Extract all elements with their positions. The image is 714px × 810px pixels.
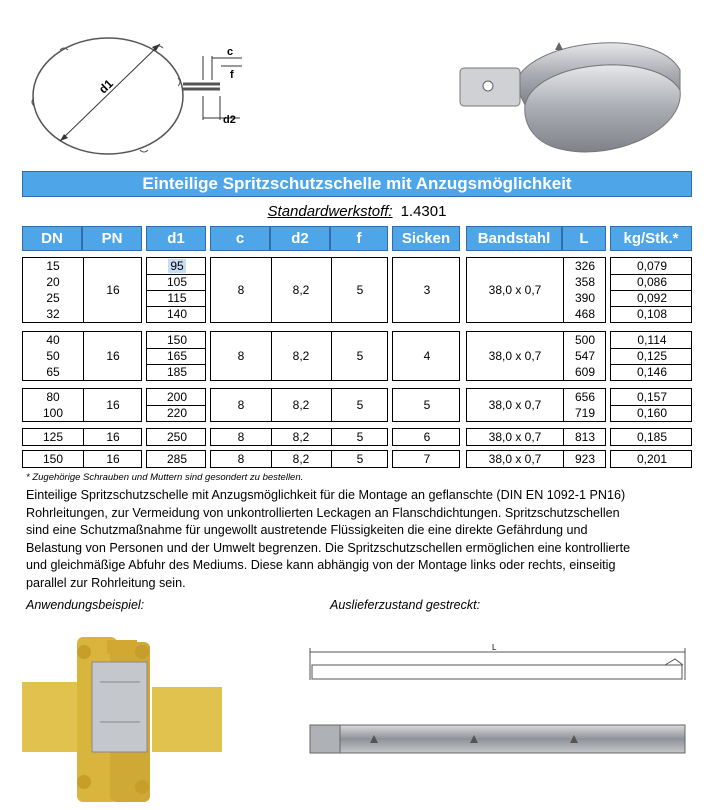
table-cell-f: 5 — [356, 430, 364, 444]
application-example-image — [22, 622, 222, 807]
table-cell-l — [563, 290, 607, 306]
table-cell-bandstahl: 38,0 x 0,7 — [488, 283, 542, 297]
table-cell-dn — [23, 332, 83, 348]
column-separator — [563, 258, 564, 322]
description-line: und gleichmäßige Abfuhr des Mediums. Diese kann abhängig von der Montage links oder rechts, einseitig — [26, 558, 616, 572]
table-cell-d1 — [147, 274, 207, 290]
column-separator — [331, 389, 332, 421]
cell-value: 185 — [166, 365, 188, 379]
column-header-f: f — [330, 226, 388, 251]
table-cell-bandstahl: 38,0 x 0,7 — [488, 430, 542, 444]
table-group-cell — [610, 428, 692, 446]
column-separator — [83, 258, 84, 322]
cell-value: 95 — [170, 259, 184, 273]
table-cell-d2: 8,2 — [292, 349, 310, 363]
column-separator — [331, 258, 332, 322]
table-cell-d1 — [147, 306, 207, 322]
cell-value: 0,125 — [636, 349, 668, 363]
column-header-l: L — [562, 226, 606, 251]
description-line: Rohrleitungen, zur Vermeidung von unkontrollierten Leckagen an Flanschdichtungen. Spritzschutzschellen — [26, 505, 620, 520]
table-cell-dn — [23, 274, 83, 290]
table-group-cell — [466, 257, 606, 323]
table-cell-d1 — [147, 405, 207, 421]
table-cell-l — [563, 306, 607, 322]
table-cell-f: 5 — [356, 283, 364, 297]
cell-value: 32 — [46, 307, 60, 321]
material-label: Standardwerkstoff: — [267, 203, 393, 220]
column-header-d1: d1 — [146, 226, 206, 251]
column-header-d2: d2 — [270, 226, 330, 251]
row-separator — [611, 274, 691, 275]
cell-value: 468 — [574, 307, 596, 321]
table-cell-l — [563, 429, 607, 445]
table-cell-bandstahl: 38,0 x 0,7 — [488, 452, 542, 466]
cell-value: 125 — [42, 430, 64, 444]
table-cell-dn — [23, 405, 83, 421]
table-group-cell — [610, 450, 692, 468]
table-cell-pn: 16 — [106, 398, 120, 412]
table-cell-bandstahl: 38,0 x 0,7 — [488, 398, 542, 412]
table-cell-kg — [611, 451, 693, 467]
row-separator — [611, 306, 691, 307]
column-separator — [271, 429, 272, 445]
table-cell-kg — [611, 348, 693, 364]
table-group-cell — [146, 331, 206, 381]
table-cell-l — [563, 364, 607, 380]
table-cell-d1 — [147, 389, 207, 405]
cell-value: 500 — [574, 333, 596, 347]
table-cell-l — [563, 274, 607, 290]
delivery-caption: Auslieferzustand gestreckt: — [330, 598, 481, 612]
column-separator — [271, 258, 272, 322]
table-group-cell — [610, 257, 692, 323]
cell-value: 150 — [166, 333, 188, 347]
table-cell-bandstahl: 38,0 x 0,7 — [488, 349, 542, 363]
standard-material — [0, 203, 714, 220]
table-cell-c: 8 — [237, 349, 245, 363]
table-cell-kg — [611, 290, 693, 306]
column-header-kg: kg/Stk.* — [610, 226, 692, 251]
clamp-technical-drawing — [20, 18, 270, 168]
table-cell-d2: 8,2 — [292, 398, 310, 412]
table-cell-kg — [611, 364, 693, 380]
table-cell-d1 — [147, 429, 207, 445]
product-description — [26, 487, 696, 592]
cell-value: 250 — [166, 430, 188, 444]
cell-value: 200 — [166, 390, 188, 404]
table-cell-sicken: 4 — [423, 349, 431, 363]
cell-value: 0,079 — [636, 259, 668, 273]
column-separator — [83, 389, 84, 421]
table-group-cell — [610, 388, 692, 422]
column-separator — [271, 332, 272, 380]
product-title: Einteilige Spritzschutzschelle mit Anzugsmöglichkeit — [22, 171, 692, 197]
table-group-cell — [22, 428, 142, 446]
table-group-cell — [610, 331, 692, 381]
d2-label: d2 — [223, 114, 236, 126]
cell-value: 140 — [166, 307, 188, 321]
table-group-cell — [22, 331, 142, 381]
table-cell-dn — [23, 429, 83, 445]
cell-value: 20 — [46, 275, 60, 289]
table-cell-c: 8 — [237, 452, 245, 466]
strip-length-label: L — [492, 643, 497, 652]
table-group-cell — [146, 388, 206, 422]
cell-value: 0,160 — [636, 406, 668, 420]
table-group-cell — [392, 257, 460, 323]
table-group-cell — [210, 450, 388, 468]
row-separator — [147, 290, 205, 291]
cell-value: 105 — [166, 275, 188, 289]
table-cell-kg — [611, 429, 693, 445]
table-cell-f: 5 — [356, 349, 364, 363]
description-line: Einteilige Spritzschutzschelle mit Anzugsmöglichkeit für die Montage an geflanschte (DIN EN 1092-1 PN16) — [26, 488, 626, 502]
table-cell-c: 8 — [237, 283, 245, 297]
table-cell-l — [563, 451, 607, 467]
row-separator — [611, 364, 691, 365]
table-cell-c: 8 — [237, 398, 245, 412]
clamp-product-image — [455, 30, 685, 160]
column-separator — [271, 389, 272, 421]
column-separator — [83, 332, 84, 380]
table-group-cell — [466, 388, 606, 422]
cell-value: 15 — [46, 259, 60, 273]
column-header-sicken: Sicken — [392, 226, 460, 251]
row-separator — [611, 290, 691, 291]
table-cell-f: 5 — [356, 398, 364, 412]
table-cell-d1 — [147, 364, 207, 380]
d1-label: d1 — [96, 76, 116, 97]
cell-value: 0,157 — [636, 390, 668, 404]
row-separator — [611, 348, 691, 349]
table-cell-kg — [611, 306, 693, 322]
row-separator — [147, 306, 205, 307]
cell-value: 40 — [46, 333, 60, 347]
cell-value: 100 — [42, 406, 64, 420]
material-value: 1.4301 — [400, 203, 447, 220]
table-group-cell — [392, 428, 460, 446]
cell-value: 813 — [574, 430, 596, 444]
table-cell-d2: 8,2 — [292, 430, 310, 444]
table-group-cell — [392, 450, 460, 468]
column-header-pn: PN — [82, 226, 142, 251]
cell-value: 547 — [574, 349, 596, 363]
table-cell-dn — [23, 348, 83, 364]
cell-value: 0,092 — [636, 291, 668, 305]
description-line: Belastung von Personen und der Umwelt begrenzen. Die Spritzschutzschellen ermöglichen eine kontrollierte — [26, 540, 631, 555]
table-cell-l — [563, 258, 607, 274]
cell-value: 150 — [42, 452, 64, 466]
column-header-c: c — [210, 226, 270, 251]
table-cell-d2: 8,2 — [292, 452, 310, 466]
table-cell-d2: 8,2 — [292, 283, 310, 297]
table-cell-sicken: 6 — [423, 430, 431, 444]
table-group-cell — [146, 257, 206, 323]
table-cell-d1 — [147, 332, 207, 348]
cell-value: 50 — [46, 349, 60, 363]
table-cell-d1 — [147, 290, 207, 306]
table-cell-l — [563, 389, 607, 405]
table-cell-sicken: 3 — [423, 283, 431, 297]
cell-value: 326 — [574, 259, 596, 273]
cell-value: 285 — [166, 452, 188, 466]
table-cell-dn — [23, 306, 83, 322]
cell-value: 656 — [574, 390, 596, 404]
table-cell-d1 — [147, 258, 207, 274]
table-cell-f: 5 — [356, 452, 364, 466]
column-separator — [271, 451, 272, 467]
table-cell-kg — [611, 274, 693, 290]
table-group-cell — [210, 428, 388, 446]
cell-value: 0,146 — [636, 365, 668, 379]
table-group-cell — [210, 257, 388, 323]
cell-value: 25 — [46, 291, 60, 305]
cell-value: 0,114 — [637, 333, 667, 347]
cell-value: 0,108 — [636, 307, 668, 321]
table-cell-kg — [611, 405, 693, 421]
table-cell-sicken: 7 — [423, 452, 431, 466]
table-cell-c: 8 — [237, 430, 245, 444]
column-separator — [563, 332, 564, 380]
table-group-cell — [392, 388, 460, 422]
table-cell-l — [563, 405, 607, 421]
table-group-cell — [392, 331, 460, 381]
column-separator — [563, 429, 564, 445]
row-separator — [147, 274, 205, 275]
table-cell-pn: 16 — [106, 283, 120, 297]
footnote: * Zugehörige Schrauben und Muttern sind gesondert zu bestellen. — [26, 472, 304, 483]
cell-value: 719 — [574, 406, 596, 420]
table-group-cell — [22, 450, 142, 468]
cell-value: 923 — [574, 452, 596, 466]
table-group-cell — [146, 450, 206, 468]
table-cell-l — [563, 332, 607, 348]
application-caption: Anwendungsbeispiel: — [26, 598, 145, 612]
column-separator — [331, 332, 332, 380]
table-group-cell — [466, 331, 606, 381]
description-line: sind eine Schutzmaßnahme für ungewollt austretende Flüssigkeiten die eine direkte Gefährdung und — [26, 523, 588, 537]
table-cell-dn — [23, 258, 83, 274]
cell-value: 165 — [166, 349, 188, 363]
cell-value: 390 — [574, 291, 596, 305]
table-cell-d1 — [147, 348, 207, 364]
cell-value: 115 — [167, 291, 187, 305]
table-cell-kg — [611, 389, 693, 405]
column-header-bandstahl: Bandstahl — [466, 226, 562, 251]
description-line: parallel zur Rohrleitung sein. — [26, 575, 186, 590]
row-separator — [147, 348, 205, 349]
cell-value: 220 — [166, 406, 188, 420]
cell-value: 0,086 — [636, 275, 668, 289]
table-group-cell — [466, 428, 606, 446]
stretched-strip-drawing — [300, 640, 695, 690]
row-separator — [147, 364, 205, 365]
row-separator — [611, 405, 691, 406]
column-separator — [563, 451, 564, 467]
table-group-cell — [22, 388, 142, 422]
cell-value: 0,201 — [636, 452, 668, 466]
cell-value: 80 — [46, 390, 60, 404]
table-group-cell — [210, 331, 388, 381]
column-separator — [331, 451, 332, 467]
column-separator — [83, 429, 84, 445]
cell-value: 609 — [574, 365, 596, 379]
table-cell-l — [563, 348, 607, 364]
table-group-cell — [22, 257, 142, 323]
c-label: c — [227, 46, 234, 58]
stretched-strip-photo — [300, 715, 695, 765]
table-cell-kg — [611, 258, 693, 274]
table-cell-dn — [23, 451, 83, 467]
table-cell-pn: 16 — [106, 430, 120, 444]
cell-value: 65 — [46, 365, 60, 379]
table-cell-sicken: 5 — [423, 398, 431, 412]
table-cell-dn — [23, 389, 83, 405]
cell-value: 0,185 — [636, 430, 668, 444]
row-separator — [147, 405, 205, 406]
column-separator — [83, 451, 84, 467]
column-header-dn: DN — [22, 226, 82, 251]
table-cell-kg — [611, 332, 693, 348]
table-cell-pn: 16 — [106, 349, 120, 363]
table-cell-dn — [23, 290, 83, 306]
f-label: f — [230, 69, 234, 81]
table-cell-pn: 16 — [106, 452, 120, 466]
table-group-cell — [466, 450, 606, 468]
table-cell-d1 — [147, 451, 207, 467]
table-group-cell — [210, 388, 388, 422]
cell-value: 358 — [574, 275, 596, 289]
column-separator — [563, 389, 564, 421]
table-cell-dn — [23, 364, 83, 380]
table-group-cell — [146, 428, 206, 446]
column-separator — [331, 429, 332, 445]
